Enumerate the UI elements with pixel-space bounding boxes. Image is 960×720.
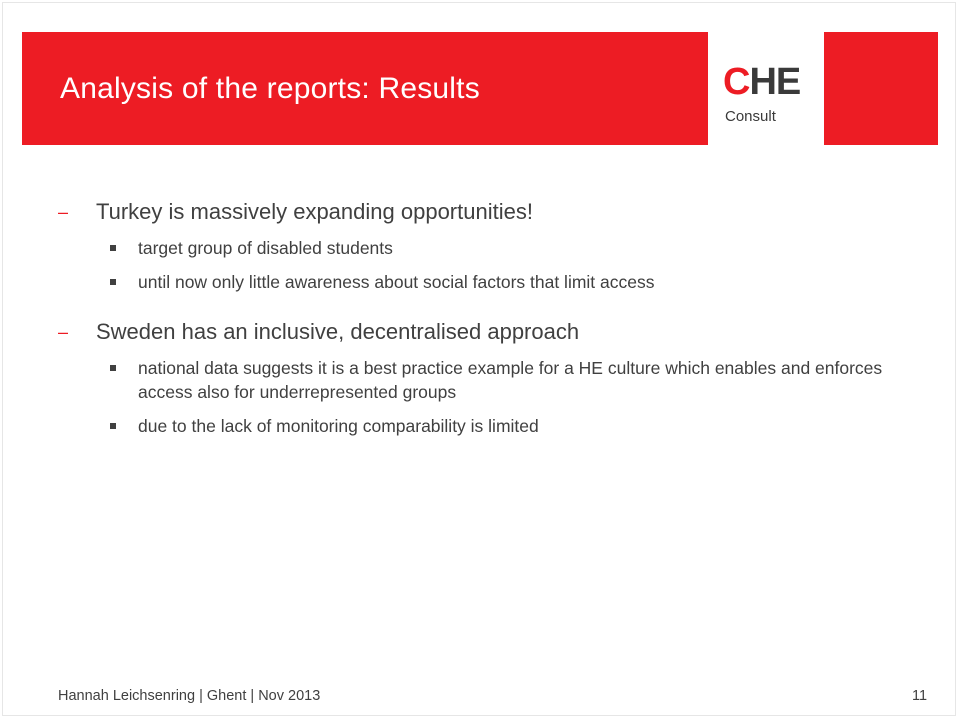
slide-content <box>58 198 918 438</box>
footer-text: Hannah Leichsenring | Ghent | Nov 2013 <box>58 688 321 704</box>
bullet-level1 <box>58 198 918 226</box>
bullet-group-sweden <box>58 318 918 438</box>
bullet-group-turkey <box>58 198 918 294</box>
bullet-level2 <box>58 356 918 404</box>
square-bullet-icon <box>110 365 116 371</box>
bullet-level2 <box>58 414 918 438</box>
bullet-level1 <box>58 318 918 346</box>
bullet-text: Turkey is massively expanding opportunities! <box>96 199 533 224</box>
logo-subtitle: Consult <box>725 108 776 125</box>
page-number: 11 <box>912 688 928 704</box>
sub-bullet-text: due to the lack of monitoring comparability is limited <box>138 416 539 436</box>
dash-bullet-icon: – <box>58 322 69 342</box>
square-bullet-icon <box>110 245 116 251</box>
logo-wordmark <box>723 63 800 101</box>
bullet-text: Sweden has an inclusive, decentralised approach <box>96 319 580 344</box>
logo-letters-he: HE <box>749 61 801 103</box>
che-consult-logo <box>709 32 823 145</box>
square-bullet-icon <box>110 423 116 429</box>
slide-title: Analysis of the reports: Results <box>60 72 480 105</box>
title-bar <box>22 32 708 145</box>
square-bullet-icon <box>110 279 116 285</box>
bullet-level2 <box>58 270 918 294</box>
sub-bullet-text: target group of disabled students <box>138 238 393 258</box>
sub-bullet-text: until now only little awareness about social factors that limit access <box>138 272 655 292</box>
dash-bullet-icon: – <box>58 202 69 222</box>
logo-letter-c: C <box>723 61 750 103</box>
bullet-level2 <box>58 236 918 260</box>
right-accent-bar <box>824 32 938 145</box>
sub-bullet-text: national data suggests it is a best practice example for a HE culture which enables and enforces access also for underrepresented groups <box>138 358 883 402</box>
